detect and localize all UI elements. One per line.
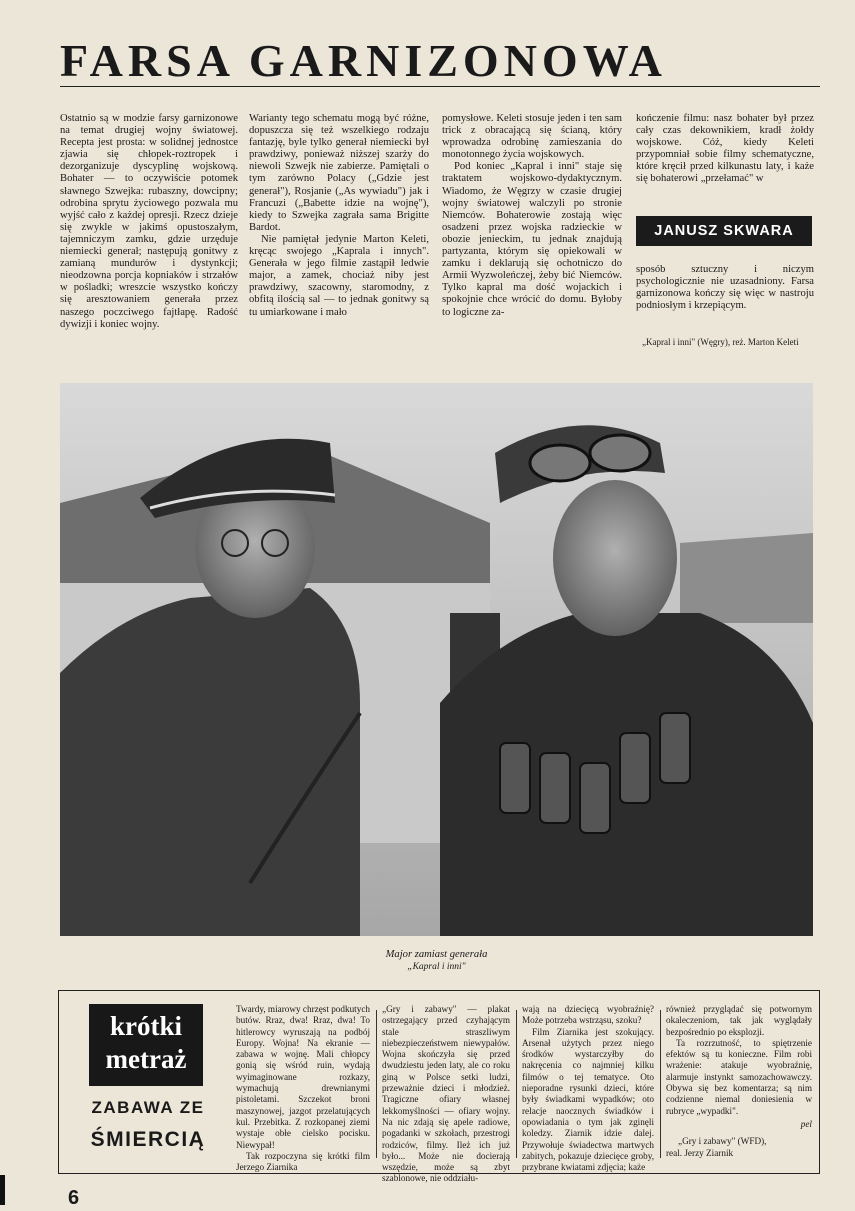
- sidebar-signature: pel: [800, 1118, 812, 1129]
- article-paragraph: Ostatnio są w modzie farsy garnizonowe na temat drugiej wojny światowej. Recepta jest prosta: w solidnej jednostce zjawia się chłopek-roztropek i dezorganizuje dyscyplinę wojskową. Bohater — to oczywiście potomek sławnego Szwejka: rubaszny, dowcipny; odrobina sprytu życiowego pozwala mu wyjść cało z każdej opresji. Rzecz dzieje się zwykle w jakimś opustoszałym, tajemniczym zamku, gdzie urzęduje niemiecki generał; następują gonitwy z zamianą mundurów i dystynkcji; nieodzowna porcja kopniaków i strzałów w pośladki; wreszcie wszystko kończy się aresztowaniem generała przez naszego poczciwego fajtłapę. Radość dywizji i koniec wojny.: [60, 113, 238, 330]
- article-paragraph: Pod koniec „Kapral i inni" staje się traktatem wojskowo-dydaktycznym. Wiadomo, że Węgrzy w czasie drugiej wojny światowej walczyli po stronie Niemców. Bohaterowie zostają więc osadzeni przez wojska radzieckie w obozie jenieckim, tu jednak znajdują partyzanta, którym się opiekowali w zamku i deklarują się ochotniczo do Armii Wyzwoleńczej, żeby bić Niemców. Tylko kapral ma dość wojackich i spokojnie chce wrócić do domu. Byłoby to logiczne za-: [442, 161, 622, 318]
- author-box: [636, 216, 812, 246]
- article-title-text: FARSA GARNIZONOWA: [60, 35, 667, 86]
- article-column-4-top: [636, 113, 814, 186]
- article-paragraph: pomysłowe. Keleti stosuje jeden i ten sam trick z obracającą się ścianą, który wprowadza odrobinę zamieszania do monotonnego życia wojskowych.: [442, 113, 622, 161]
- sidebar-column-4: [666, 1004, 812, 1159]
- article-paragraph: Warianty tego schematu mogą być różne, dopuszcza się też wszelkiego rodzaju fantazję, byle tylko generał niemiecki był prawdziwy, ponieważ niższej szarży do niewoli Szwejk nie zabierze. Pamiętali o tym zarówno Polacy („Gdzie jest generał"), Rosjanie („As wywiadu") jak i Francuzi („Babette idzie na wojnę"), kiedy to Szwejka zagrała sama Brigitte Bardot.: [249, 113, 429, 233]
- author-name: JANUSZ SKWARA: [654, 223, 794, 239]
- sidebar-paragraph: również przyglądać się potwornym okaleczeniom, tak jak wyglądały bezpośrednio po eksplozji.: [666, 1004, 812, 1037]
- sidebar-column-2: [382, 1004, 510, 1185]
- photo-caption: [60, 948, 813, 974]
- film-credit: „Kapral i inni" (Węgry), reż. Marton Keleti: [642, 337, 799, 347]
- sidebar-paragraph: Tak rozpoczyna się krótki film Jerzego Ziarnika: [236, 1150, 370, 1173]
- sidebar-credit-line: real. Jerzy Ziarnik: [666, 1147, 734, 1158]
- caption-line: „Kapral i inni": [407, 962, 466, 972]
- sidebar-paragraph: Ta rozrzutność, to spiętrzenie efektów są tu konieczne. Film robi wrażenie: atakuje wyobraźnię, alarmuje instynkt samozachowawczy. Obywa się bez komentarza; są nim codzienne niemal doniesienia w rubryce „wypadki".: [666, 1037, 812, 1116]
- article-paragraph: sposób sztuczny i niczym psychologicznie nie uzasadniony. Farsa garnizonowa kończy się więc w nastroju podniosłym i krzepiącym.: [636, 264, 814, 312]
- major-figure: [60, 588, 360, 936]
- sidebar-paragraph: wają na dziecięcą wyobraźnię? Może potrzeba wstrząsu, szoku?: [522, 1004, 654, 1026]
- sidebar-paragraph: Film Ziarnika jest szokujący. Arsenał użytych przez niego środków wystarczyłby do nakręcenia co najmniej kilku filmów o tej tematyce. Oto nieporadne rysunki dzieci, które były świadkami wypadków; oto relacje naocznych świadków i opowiadania o tym jak zginęli koledzy. Ziarnik idzie dalej. Przywołuje świadectwa martwych zabitych, pokazuje dziecięce groby, przybrane kwiatami zdjęcia; każe: [522, 1026, 654, 1173]
- article-column-3: [442, 113, 622, 319]
- sidebar-column-3: [522, 1004, 654, 1173]
- article-paragraph: kończenie filmu: nasz bohater był przez cały czas dekownikiem, kradł żołdy wojskowe. Cóż, kiedy Keleti przypomniał sobie filmy schematyczne, które kręcił przed kilkunastu laty, i każe się bohaterowi „przełamać" w: [636, 113, 814, 185]
- article-column-4-bottom: [636, 264, 814, 312]
- sidebar-heading-line-1: ZABAWA ZE: [91, 1098, 205, 1117]
- title-rule: [60, 86, 820, 87]
- article-column-1: [60, 113, 238, 331]
- page-number: 6: [68, 1187, 80, 1209]
- logo-line: metraż: [105, 1044, 187, 1074]
- sidebar-column-1: [236, 1004, 370, 1173]
- krotki-metraz-logo: [89, 1004, 203, 1086]
- caption-line: Major zamiast generała: [385, 949, 488, 960]
- column-divider: [516, 1010, 517, 1158]
- sidebar-credit-line: „Gry i zabawy" (WFD),: [678, 1136, 767, 1147]
- film-still-photo: [60, 383, 813, 936]
- article-column-2: [249, 113, 429, 319]
- sidebar-paragraph: Twardy, miarowy chrzęst podkutych butów. Rraz, dwa! Rraz, dwa! To hitlerowcy wyruszają na podbój Europy. Wojna! Na ekranie — zabawa w wojnę. Mali chłopcy gonią się wśród ruin, wydają wyimaginowane rozkazy, wymachują drewnianymi pistoletami. Szczekot broni maszynowej, jazgot przelatujących kul. Przebitka. Z rozkopanej ziemi wystaje obłe cielsko pocisku. Niewypał!: [236, 1004, 370, 1150]
- sidebar-paragraph: „Gry i zabawy" — plakat ostrzegający przed czyhającym stale straszliwym niebezpieczeństwem niewypałów. Wojna skończyła się przed dwudziestu jeden laty, ale co roku giną w Polsce setki ludzi, przeważnie dzieci i młodzież. Tragiczne ofiary własnej lekkomyślności — ofiary wojny. Na nic zdają się apele radiowe, pogadanki w szkołach, przestrogi rodziców, filmy. Ileż ich już było... Może nie docierają wszędzie, może są zbyt szablonowe, nie oddziału-: [382, 1004, 510, 1184]
- column-divider: [660, 1010, 661, 1158]
- logo-line: krótki: [109, 1011, 182, 1041]
- page-edge-mark: [0, 1175, 5, 1205]
- article-title: [60, 34, 820, 87]
- article-paragraph: Nie pamiętał jedynie Marton Keleti, kręcąc swojego „Kaprala i innych". Generała w jego filmie zastąpił ledwie major, a zamek, chociaż niby jest prawdziwy, szacowny, staromodny, z obfitą ilością sal — to jednak gonitwy są tu umiarkowane i mało: [249, 233, 429, 318]
- sidebar-heading-line-2: ŚMIERCIĄ: [90, 1128, 206, 1151]
- column-divider: [376, 1010, 377, 1158]
